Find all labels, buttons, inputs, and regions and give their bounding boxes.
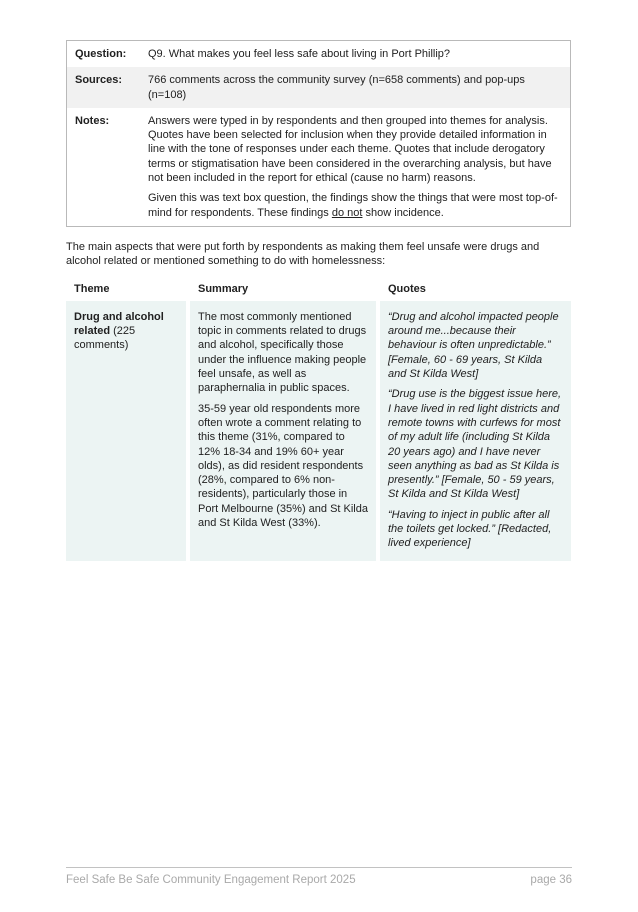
footer-page-number: page 36 xyxy=(530,874,572,886)
sources-row-value: 766 comments across the community survey (n=658 comments) and pop-ups (n=108) xyxy=(148,74,525,101)
page-content xyxy=(66,40,571,561)
table-row xyxy=(66,301,571,561)
quote-3: “Having to inject in public after all the toilets get locked.” [Redacted, lived experience] xyxy=(388,508,552,550)
notes-p2-underlined-text: do not xyxy=(331,206,363,219)
notes-p2-text-end: show incidence. xyxy=(362,206,444,219)
quote-2: “Drug use is the biggest issue here, I have lived in red light districts and remote towns with curfews for most of my adult life (including St Kilda 20 years ago) and I have never seen anything as bad as St Kilda is presently.” [Female, 50 - 59 years, St Kilda and St Kilda West] xyxy=(388,388,562,501)
question-info-table xyxy=(66,40,571,227)
summary-paragraph-1: The most commonly mentioned topic in comments related to drugs and alcohol, specifically those under the influence making people feel unsafe, as well as paraphernalia in public spaces. xyxy=(198,310,367,395)
summary-cell xyxy=(190,301,376,561)
notes-p2-text: Given this was text box question, the findings show the things that were most top-of-mind for respondents. These findings xyxy=(148,192,558,219)
table-row xyxy=(67,41,570,67)
notes-row-label: Notes: xyxy=(75,114,110,127)
table-row xyxy=(67,67,570,108)
notes-paragraph-1: Answers were typed in by respondents and then grouped into themes for analysis. Quotes have been selected for inclusion when they provide detailed information in line with the tone of responses under each theme. Quotes that include derogatory terms or stigmatisation have been considered in the overarching analysis, but have not been included in the report for ethical (cause no harm) reasons. xyxy=(148,114,552,185)
footer-report-title: Feel Safe Be Safe Community Engagement Report 2025 xyxy=(66,874,356,886)
column-header-quotes: Quotes xyxy=(388,282,426,295)
quote-1: “Drug and alcohol impacted people around me...because their behaviour is often unpredictable.” [Female, 60 - 69 years, St Kilda and St Kilda West] xyxy=(388,310,559,381)
theme-comment-count: (225 comments) xyxy=(74,325,136,352)
sources-row-label: Sources: xyxy=(75,74,123,87)
theme-table-header xyxy=(66,280,571,301)
page-footer xyxy=(66,867,572,887)
theme-table xyxy=(66,280,571,561)
column-header-summary: Summary xyxy=(198,282,249,295)
summary-paragraph-2: 35-59 year old respondents more often wrote a comment relating to this theme (31%, compared to 12% 18-34 and 19% 60+ year olds), as did resident respondents (28%, compared to 6% non-residents), particularly those in Port Melbourne (35%) and St Kilda and St Kilda West (33%). xyxy=(198,402,368,530)
table-row xyxy=(67,108,570,226)
question-row-value: Q9. What makes you feel less safe about living in Port Phillip? xyxy=(148,48,451,60)
theme-name xyxy=(74,310,178,353)
notes-row-value xyxy=(148,108,570,226)
notes-paragraph-2 xyxy=(148,191,560,220)
intro-paragraph: The main aspects that were put forth by respondents as making them feel unsafe were drugs and alcohol related or mentioned something to do with homelessness: xyxy=(66,240,540,268)
quotes-cell xyxy=(380,301,571,561)
theme-cell xyxy=(66,301,186,561)
question-row-label: Question: xyxy=(75,48,127,60)
theme-name-bold: Drug and alcohol related xyxy=(74,310,164,338)
column-header-theme: Theme xyxy=(74,282,110,295)
